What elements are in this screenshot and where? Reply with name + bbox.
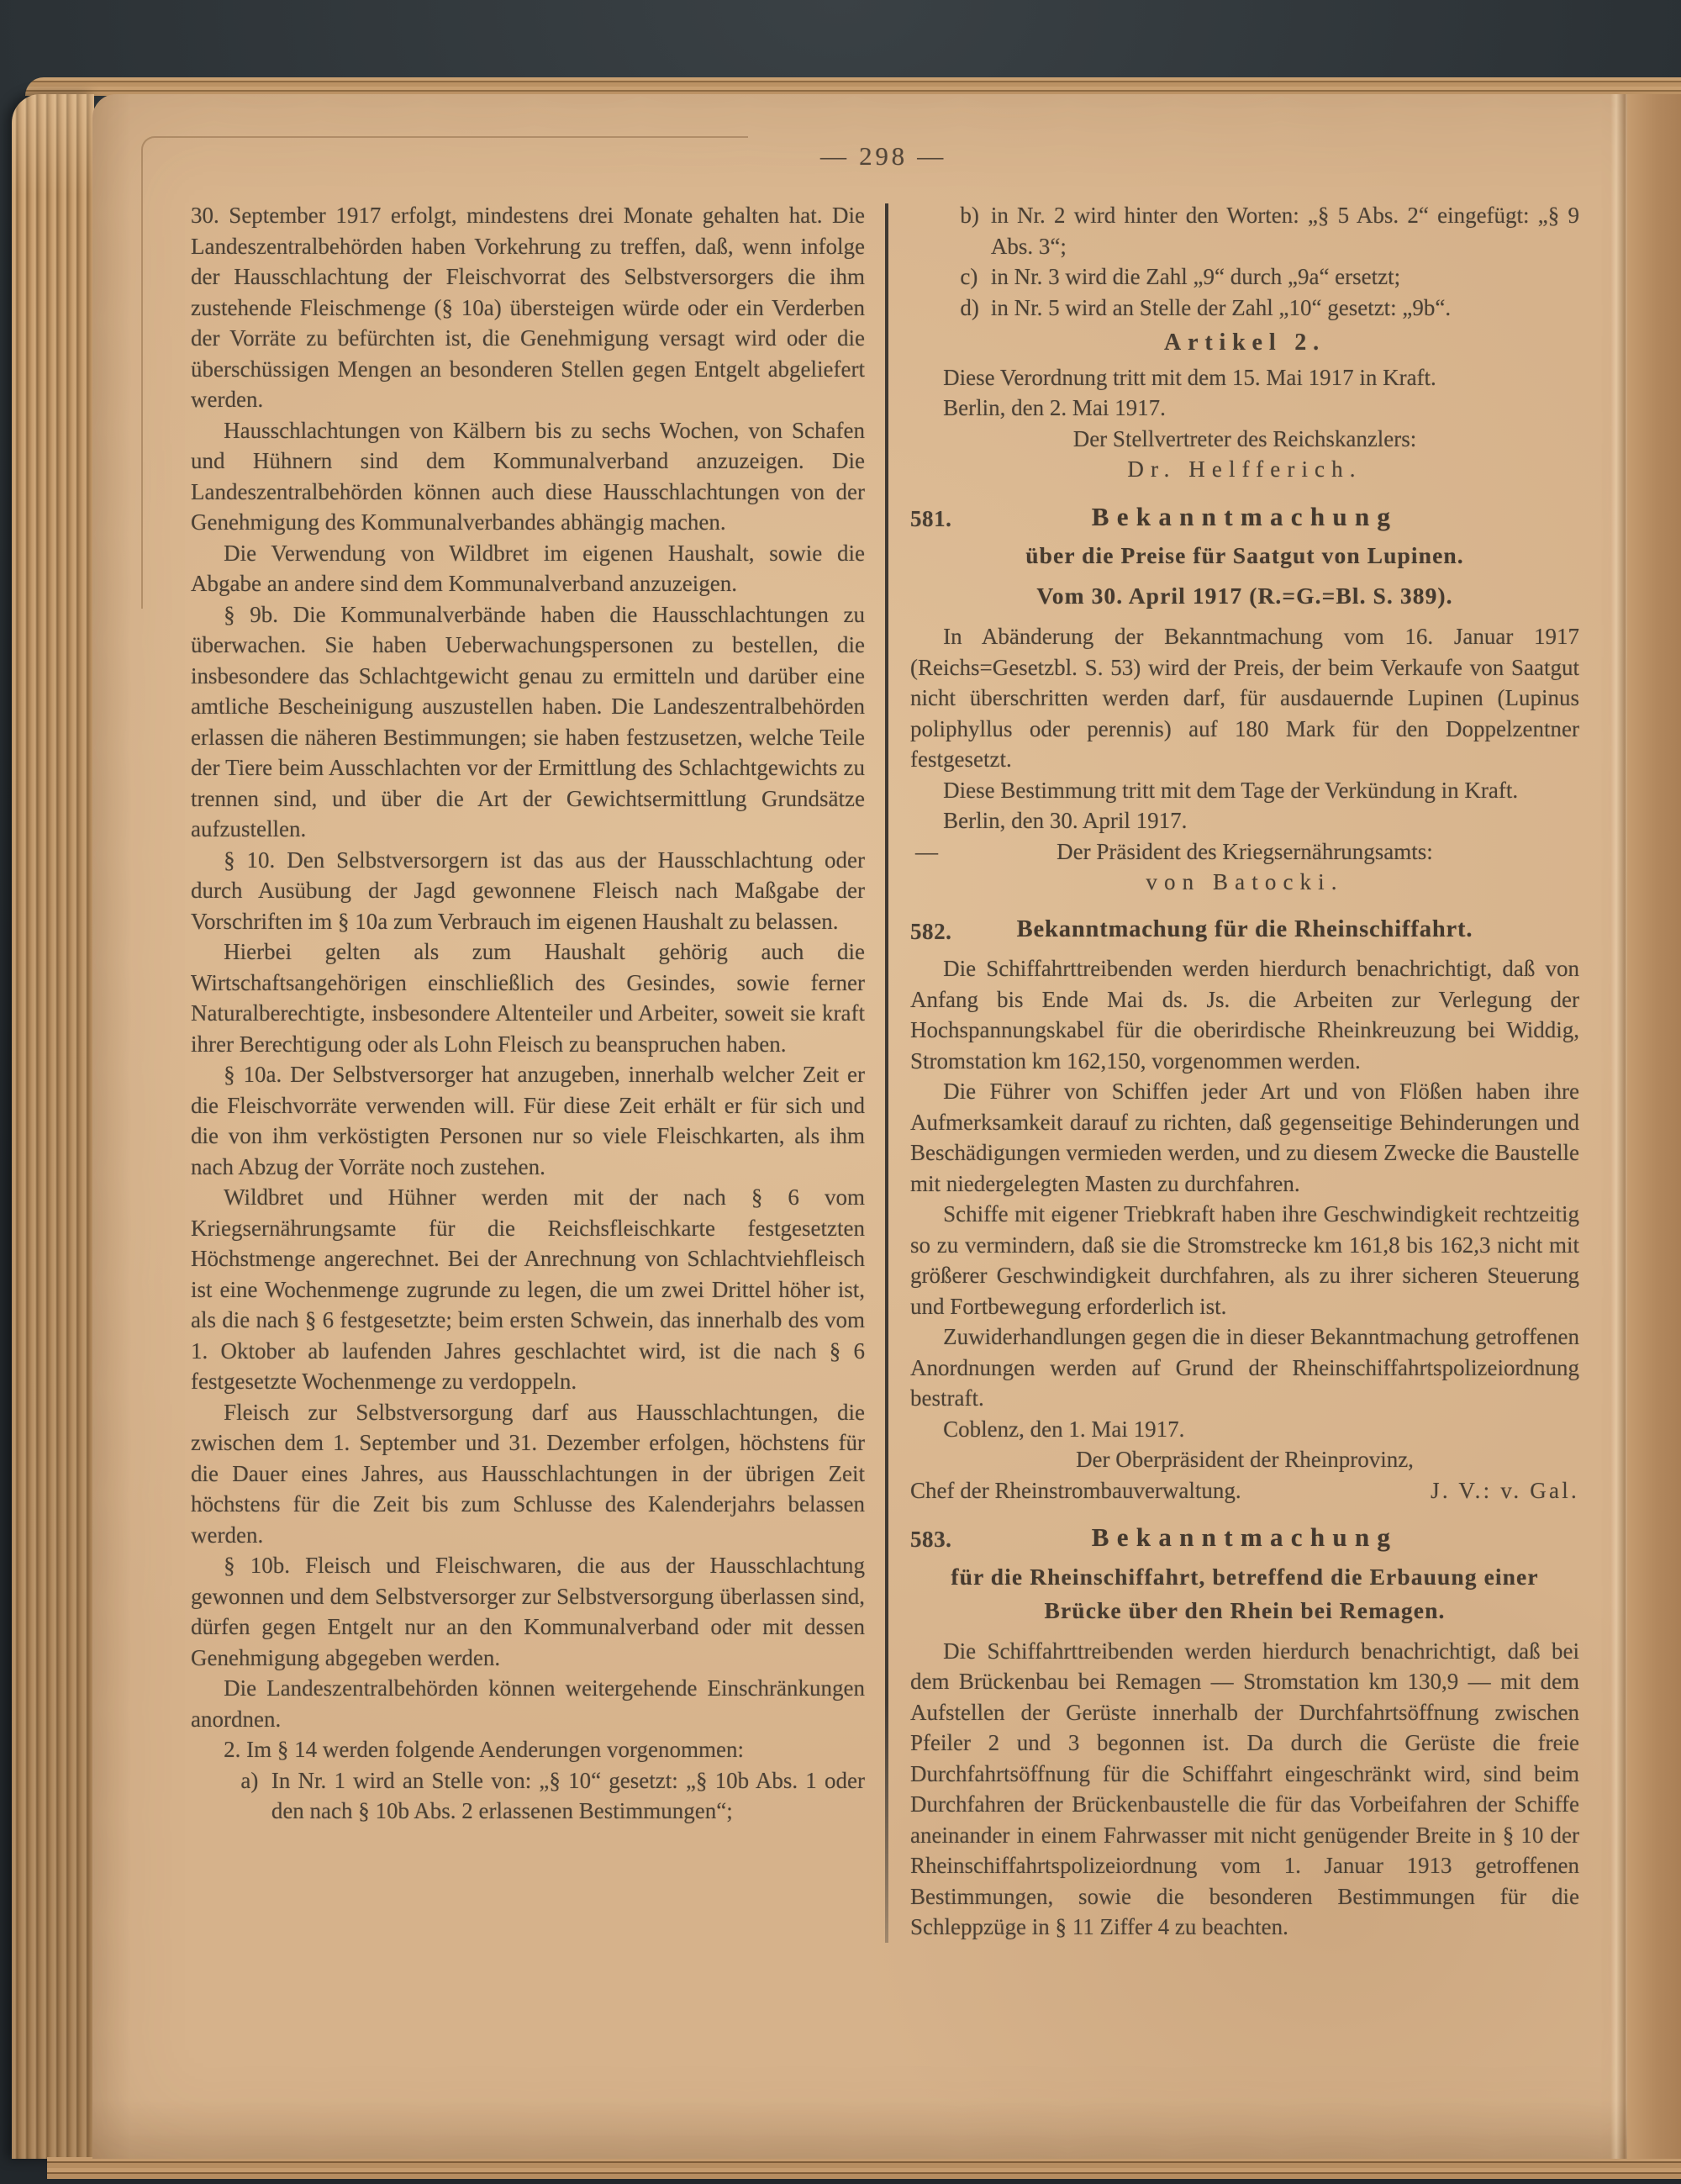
signature-name: von Batocki. [1146,869,1344,894]
signature-dash: — [915,838,938,864]
paragraph: Fleisch zur Selbstversorgung darf aus Hausschlachtungen, die zwischen dem 1. September und 31. Dezember erfolgen, höchstens für die Dauer eines Jahres, aus Hausschlachtungen in der übrigen Zeit höchstens für die Zeit bis zum Schlusse des Kalenderjahrs belassen werden. [191,1399,865,1548]
page-stack-left-edge [12,94,94,2159]
list-item-c [960,261,1579,293]
paragraph: Diese Verordnung tritt mit dem 15. Mai 1917 in Kraft. [943,364,1436,390]
notice-subtitle: für die Rheinschiffahrt, betreffend die Erbauung einer Brücke über den Rhein bei Remagen. [951,1563,1539,1623]
paragraph: § 10b. Fleisch und Fleischwaren, die aus der Hausschlachtung gewonnen und dem Selbstversorger zur Selbstversorgung überlassen sind, dürfen gegen Entgelt nur an den Kommunalverband oder mit dessen Genehmigung abgegeben werden. [191,1553,865,1670]
dateline: Coblenz, den 1. Mai 1917. [943,1416,1185,1442]
notice-number: 582. [910,918,952,944]
list-item-text: in Nr. 5 wird an Stelle der Zahl „10“ gesetzt: „9b“. [990,294,1452,320]
notice-582 [910,915,1579,1506]
page-stack-top-edge [25,77,1681,96]
paragraph: Die Schiffahrttreibenden werden hierdurch benachrichtigt, daß bei dem Brückenbau bei Remagen — Stromstation km 130,9 — mit dem Aufstellen der Gerüste innerhalb der Durchfahrtsöffnung zwischen Pfeiler 2 und 3 begonnen ist. Da durch die Gerüste die freie Durchfahrtsöffnung für die Schiffahrt eingeschränkt wird, sind beim Durchfahren der Brückenbaustelle die für das Vorbeifahren der Schiffe aneinander in einem Fahrwasser mit nicht genügender Breite in § 10 der Rheinschiffahrtspolizeiordnung vom 1. Januar 1913 getroffenen Bestimmungen, sowie die besonderen Bestimmungen für die Schleppzüge in § 11 Ziffer 4 zu beachten. [910,1638,1579,1939]
page-number: — 298 — [819,141,947,171]
list-item-text: In Nr. 1 wird an Stelle von: „§ 10“ gesetzt: „§ 10b Abs. 1 oder den nach § 10b Abs. 2 erlassenen Bestimmungen“; [271,1767,865,1823]
notice-583-header [910,1522,1579,1554]
paragraph: § 10a. Der Selbstversorger hat anzugeben, innerhalb welcher Zeit er die Fleischvorräte verwenden will. Für diese Zeit erhält er für sich und die von ihm verköstigten Personen nur so viele Fleischkarten, als ihm nach Abzug der Vorräte noch zustehen. [191,1062,865,1179]
list-marker: c) [960,264,978,289]
signature-line [910,1475,1579,1506]
dateline: Berlin, den 30. April 1917. [943,808,1188,833]
paragraph: Wildbret und Hühner werden mit der nach § 6 vom Kriegsernährungsamte für die Reichsfleischkarte festgesetzten Höchstmenge angerechnet. Bei der Anrechnung von Schlachtviehfleisch ist eine Wochenmenge zugrunde zu legen, die um zwei Drittel höher ist, als die nach § 6 festgesetzte; beim ersten Schwein, das innerhalb des vom 1. Oktober ab laufenden Jahres geschlachtet wird, ist die nach § 6 festgesetzte Wochenmenge zu verdoppeln. [191,1184,865,1394]
notice-number: 583. [910,1527,952,1552]
signature-name: J. V.: v. Gal. [1431,1477,1579,1503]
paragraph: Die Verwendung von Wildbret im eigenen Haushalt, sowie die Abgabe an andere sind dem Kommunalverband anzuzeigen. [191,540,865,596]
signature-role: Der Stellvertreter des Reichskanzlers: [1072,425,1417,451]
list-item-d [960,293,1579,324]
right-column [910,200,1579,1943]
paragraph: Diese Bestimmung tritt mit dem Tage der Verkündung in Kraft. [943,777,1519,803]
list-marker: b) [960,203,979,228]
paragraph: In Abänderung der Bekanntmachung vom 16. Januar 1917 (Reichs=Gesetzbl. S. 53) wird der Preis, der beim Verkaufe von Saatgut nicht überschritten werden darf, für ausdauernde Lupinen (Lupinus poliphyllus oder perennis) auf 180 Mark für den Doppelzentner festgesetzt. [910,624,1579,772]
dateline: Berlin, den 2. Mai 1917. [943,395,1166,420]
paragraph: 2. Im § 14 werden folgende Aenderungen vorgenommen: [224,1737,744,1762]
list-item-text: in Nr. 3 wird die Zahl „9“ durch „9a“ ersetzt; [990,264,1401,289]
paragraph: § 10. Den Selbstversorgern ist das aus der Hausschlachtung oder durch Ausübung der Jagd gewonnene Fleisch nach Maßgabe der Vorschriften im § 10a zum Verbrauch im eigenen Haushalt zu belassen. [191,847,865,934]
paragraph: Schiffe mit eigener Triebkraft haben ihre Geschwindigkeit rechtzeitig so zu vermindern, daß sie die Stromstrecke km 161,8 bis 162,3 nicht mit größerer Geschwindigkeit durchfahren, als zu ihrer sicheren Steuerung und Fortbewegung erforderlich ist. [910,1201,1579,1319]
paragraph: Hierbei gelten als zum Haushalt gehörig auch die Wirtschaftsangehörigen einschließlich des Gesindes, sowie ferner Naturalberechtigte, insbesondere Altenteiler und Arbeiter, soweit sie kraft ihrer Berechtigung oder als Lohn Fleisch zu beanspruchen haben. [191,939,865,1057]
signature-line: Der Oberpräsident der Rheinprovinz, [1076,1447,1414,1472]
left-column [191,200,865,1943]
list-item-b [960,200,1579,261]
text-columns [191,200,1579,1943]
paragraph: § 9b. Die Kommunalverbände haben die Hausschlachtungen zu überwachen. Sie haben Ueberwachungspersonen zu bestellen, die insbesondere das Schlachtgewicht genau zu ermitteln und darüber eine amtliche Bescheinigung auszustellen haben. Die Landeszentralbehörden erlassen die näheren Bestimmungen; sie haben festzusetzen, welche Teile der Tiere beim Ausschlachten vor der Ermittlung des Schlachtgewichts zu trennen sind, und über die Art der Gewichtsermittlung Grundsätze aufzustellen. [191,601,865,841]
page [92,94,1681,2159]
notice-title: Bekanntmachung für die Rheinschiffahrt. [1016,915,1473,942]
notice-583 [910,1522,1579,1943]
notice-title: Bekanntmachung [1091,1522,1399,1552]
paragraph: 30. September 1917 erfolgt, mindestens drei Monate gehalten hat. Die Landeszentralbehörden haben Vorkehrung zu treffen, daß, wenn infolge der Hausschlachtung der Fleischvorrat des Selbstversorgers die ihm zustehende Fleischmenge (§ 10a) übersteigen würde oder ein Verderben der Vorräte zu befürchten ist, die Genehmigung versagt wird oder die überschüssigen Mengen an besonderen Stellen gegen Entgelt abgeliefert werden. [191,203,865,412]
paragraph: Die Führer von Schiffen jeder Art und von Flößen haben ihre Aufmerksamkeit darauf zu richten, daß gegenseitige Behinderungen und Beschädigungen vermieden werden, und zu diesem Zwecke die Baustelle mit niedergelegten Masten zu durchfahren. [910,1079,1579,1196]
notice-subtitle: über die Preise für Saatgut von Lupinen. [1025,542,1464,568]
list-marker: a) [240,1767,259,1793]
page-fold-shadow [1610,94,1627,2159]
column-divider [885,203,888,1943]
list-item-a [240,1765,865,1827]
page-stack-bottom-edge [47,2157,1681,2179]
signature-name: Dr. Helfferich. [1127,456,1362,482]
signature-office: Chef der Rheinstrombauverwaltung. [910,1477,1241,1503]
notice-title: Bekanntmachung [1091,501,1399,531]
paragraph: Die Landeszentralbehörden können weitergehende Einschränkungen anordnen. [191,1675,865,1732]
paragraph: Zuwiderhandlungen gegen die in dieser Bekanntmachung getroffenen Anordnungen werden auf Grund der Rheinschiffahrtspolizeiordnung bestraft. [910,1324,1579,1411]
notice-581-header [910,502,1579,533]
signature-role [910,836,1579,868]
signature-role-text: Der Präsident des Kriegsernährungsamts: [1057,838,1433,864]
list-item-text: in Nr. 2 wird hinter den Worten: „§ 5 Abs. 2“ eingefügt: „§ 9 Abs. 3“; [990,203,1579,259]
list-marker: d) [960,294,979,320]
notice-number: 581. [910,505,952,531]
notice-582-header [910,915,1579,946]
notice-subtitle: Vom 30. April 1917 (R.=G.=Bl. S. 389). [1036,583,1453,609]
notice-581 [910,502,1579,898]
paragraph: Hausschlachtungen von Kälbern bis zu sechs Wochen, von Schafen und Hühnern sind dem Kommunalverband anzuzeigen. Die Landeszentralbehörden können auch diese Hausschlachtungen von der Genehmigung des Kommunalverbandes abhängig machen. [191,417,865,535]
artikel-2-heading: Artikel 2. [1164,330,1325,356]
page-right-edge [1627,94,1681,2159]
paragraph: Die Schiffahrttreibenden werden hierdurch benachrichtigt, daß von Anfang bis Ende Mai ds. Js. die Arbeiten zur Verlegung der Hochspannungskabel für die oberirdische Rheinkreuzung bei Widdig, Stromstation km 162,150, vorgenommen werden. [910,956,1579,1074]
